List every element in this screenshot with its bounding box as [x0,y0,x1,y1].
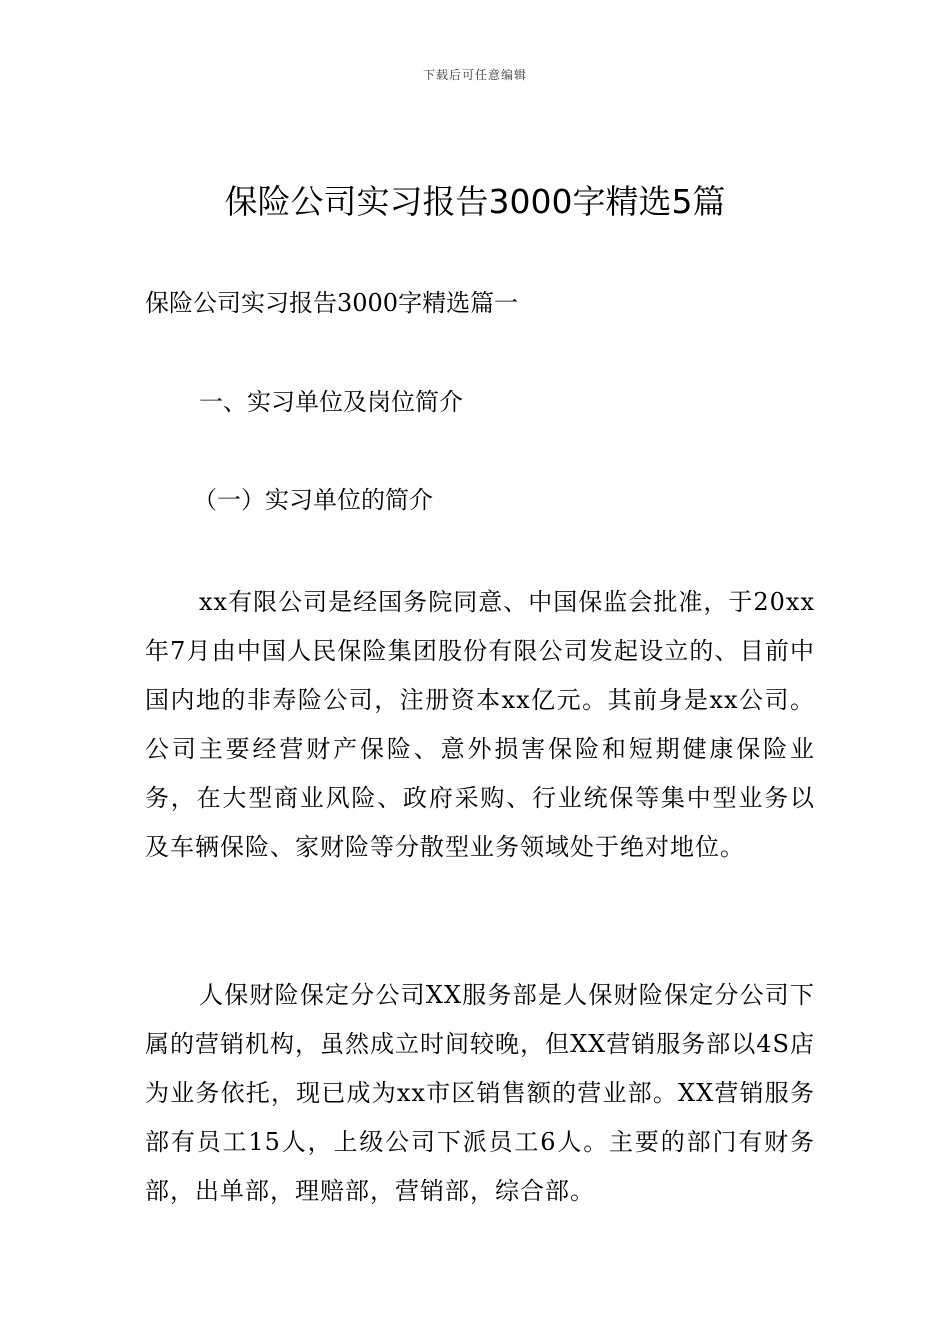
header-note: 下载后可任意编辑 [422,68,527,82]
body-paragraph-1: xx有限公司是经国务院同意、中国保监会批准，于20xx年7月由中国人民保险集团股份有限公司发起设立的、目前中国内地的非寿险公司，注册资本xx亿元。其前身是xx公司。公司主要经营财产保险、意外损害保险和短期健康保险业务，在大型商业风险、政府采购、行业统保等集中型业务以及车辆保险、家财险等分散型业务领域处于绝对地位。 [145,588,815,861]
document-title: 保险公司实习报告3000字精选5篇 [224,182,726,221]
subsection-heading: （一）实习单位的简介 [193,486,433,514]
body-paragraph-2: 人保财险保定分公司XX服务部是人保财险保定分公司下属的营销机构，虽然成立时间较晚，但XX营销服务部以4S店为业务依托，现已成为xx市区销售额的营业部。XX营销服务部有员工15人，上级公司下派员工6人。主要的部门有财务部，出单部，理赔部，营销部，综合部。 [145,981,815,1205]
document-subtitle: 保险公司实习报告3000字精选篇一 [145,289,519,317]
section-heading: 一、实习单位及岗位简介 [199,388,463,416]
